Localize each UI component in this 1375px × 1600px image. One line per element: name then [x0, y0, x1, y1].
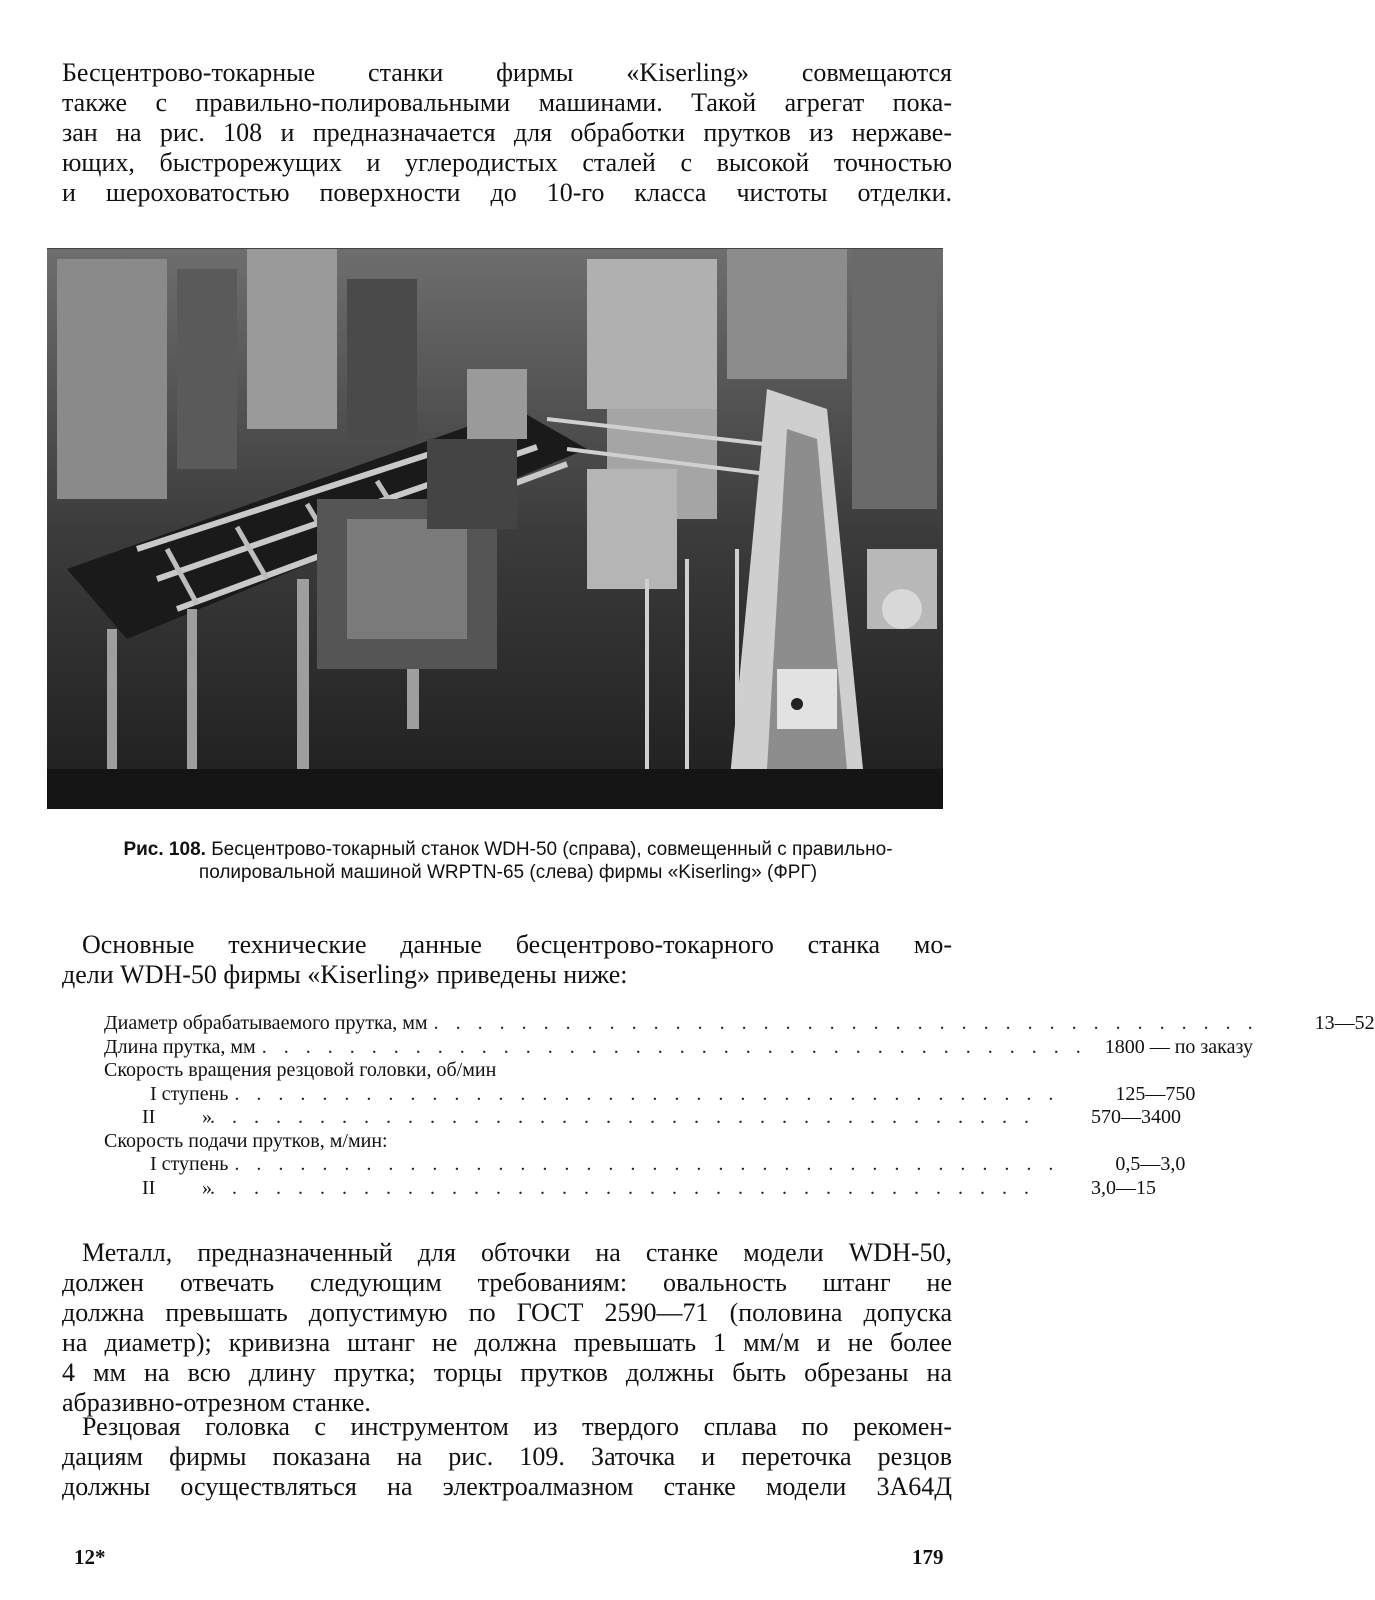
spec-row [104, 1035, 1253, 1060]
figure-number: Рис. 108. [123, 839, 206, 860]
figure-caption [78, 838, 938, 884]
spec-row [104, 1082, 1196, 1107]
text-line: должен отвечать следующим требованиям: овальность штанг не [62, 1268, 952, 1297]
paragraph-metal-requirements [62, 1238, 952, 1418]
page-number: 179 [912, 1545, 944, 1569]
spec-label: Скорость вращения резцовой головки, об/мин [104, 1059, 497, 1081]
ditto-mark: » [202, 1176, 212, 1199]
leader-dots: . . . . . . . . . . . . . . . . . . . . . . . . . . . . . . . . . . . . . . [433, 1012, 1259, 1034]
leader-dots: . . . . . . . . . . . . . . . . . . . . . . . . . . . . . . . . . . . . . . [234, 1082, 1060, 1105]
text-line: Бесцентрово-токарные станки фирмы «Kiserling» совмещаются [62, 58, 952, 87]
paragraph-specs-intro [62, 930, 952, 990]
spec-row [104, 1153, 1186, 1177]
spec-value: 125—750 [1115, 1082, 1196, 1105]
text-line: на диаметр); кривизна штанг не должна превышать 1 мм/м и не более [62, 1328, 952, 1357]
text-line: Основные технические данные бесцентрово-токарного станка мо- [82, 930, 952, 959]
text-line: должна превышать допустимую по ГОСТ 2590—71 (половина допуска [62, 1298, 952, 1327]
spec-value: 1800 — по заказу [1104, 1035, 1253, 1058]
spec-label-numeral: II [142, 1106, 156, 1128]
text-line: 4 мм на всю длину прутка; торцы прутков должны быть обрезаны на [62, 1358, 952, 1387]
specs-table [104, 1012, 1375, 1200]
machine-photo-illustration [47, 249, 943, 809]
text-line: Металл, предназначенный для обточки на станке модели WDH-50, [82, 1238, 952, 1267]
text-line: должны осуществляться на электроалмазном станке модели 3А64Д [62, 1472, 952, 1501]
spec-label [104, 1106, 212, 1130]
text-line: Резцовая головка с инструментом из твердого сплава по рекомен- [82, 1412, 952, 1441]
spec-value: 3,0—15 [1091, 1176, 1156, 1199]
text-line: и шероховатостью поверхности до 10-го класса чистоты отделки. [62, 178, 952, 207]
caption-text-line: полировальной машиной WRPTN-65 (слева) фирмы «Kiserling» (ФРГ) [198, 862, 818, 883]
text-line: также с правильно-полировальными машинами. Такой агрегат пока- [62, 88, 952, 117]
spec-label-numeral: II [142, 1176, 156, 1199]
text-line: дели WDH-50 фирмы «Kiserling» приведены ниже: [62, 960, 628, 989]
figure-photo-machine [47, 248, 943, 809]
spec-label: I ступень [150, 1082, 229, 1105]
text-line: дациям фирмы показана на рис. 109. Заточка и переточка резцов [62, 1442, 952, 1471]
signature-mark: 12* [74, 1545, 106, 1569]
leader-dots: . . . . . . . . . . . . . . . . . . . . . . . . . . . . . . . . . . . . . . [234, 1153, 1060, 1175]
paragraph-intro [62, 58, 952, 208]
spec-label: I ступень [150, 1153, 229, 1175]
spec-row [104, 1012, 1375, 1036]
spec-row [104, 1176, 1156, 1201]
caption-text-line: Бесцентрово-токарный станок WDH-50 (справа), совмещенный с правильно- [211, 839, 893, 860]
leader-dots: . . . . . . . . . . . . . . . . . . . . . . . . . . . . . . . . . . . . . . [261, 1035, 1087, 1058]
leader-dots: . . . . . . . . . . . . . . . . . . . . . . . . . . . . . . . . . . . . . . [210, 1176, 1035, 1199]
spec-value: 0,5—3,0 [1115, 1153, 1186, 1175]
text-line: абразивно-отрезном станке. [62, 1388, 371, 1417]
spec-row [104, 1130, 894, 1154]
spec-label: Длина прутка, мм [104, 1035, 256, 1058]
leader-dots: . . . . . . . . . . . . . . . . . . . . . . . . . . . . . . . . . . . . . . [210, 1106, 1035, 1128]
spec-value: 570—3400 [1091, 1106, 1181, 1128]
spec-label: Скорость подачи прутков, м/мин: [104, 1129, 388, 1152]
spec-row [104, 1059, 894, 1083]
spec-row [104, 1106, 1181, 1130]
text-line: зан на рис. 108 и предназначается для обработки прутков из нержаве- [62, 118, 952, 147]
ditto-mark: » [202, 1106, 212, 1128]
spec-label: Диаметр обрабатываемого прутка, мм [104, 1012, 428, 1034]
spec-value: 13—52 [1314, 1012, 1375, 1034]
spec-label [104, 1176, 212, 1201]
paragraph-cutter-head [62, 1412, 952, 1502]
text-line: ющих, быстрорежущих и углеродистых сталей с высокой точностью [62, 148, 952, 177]
